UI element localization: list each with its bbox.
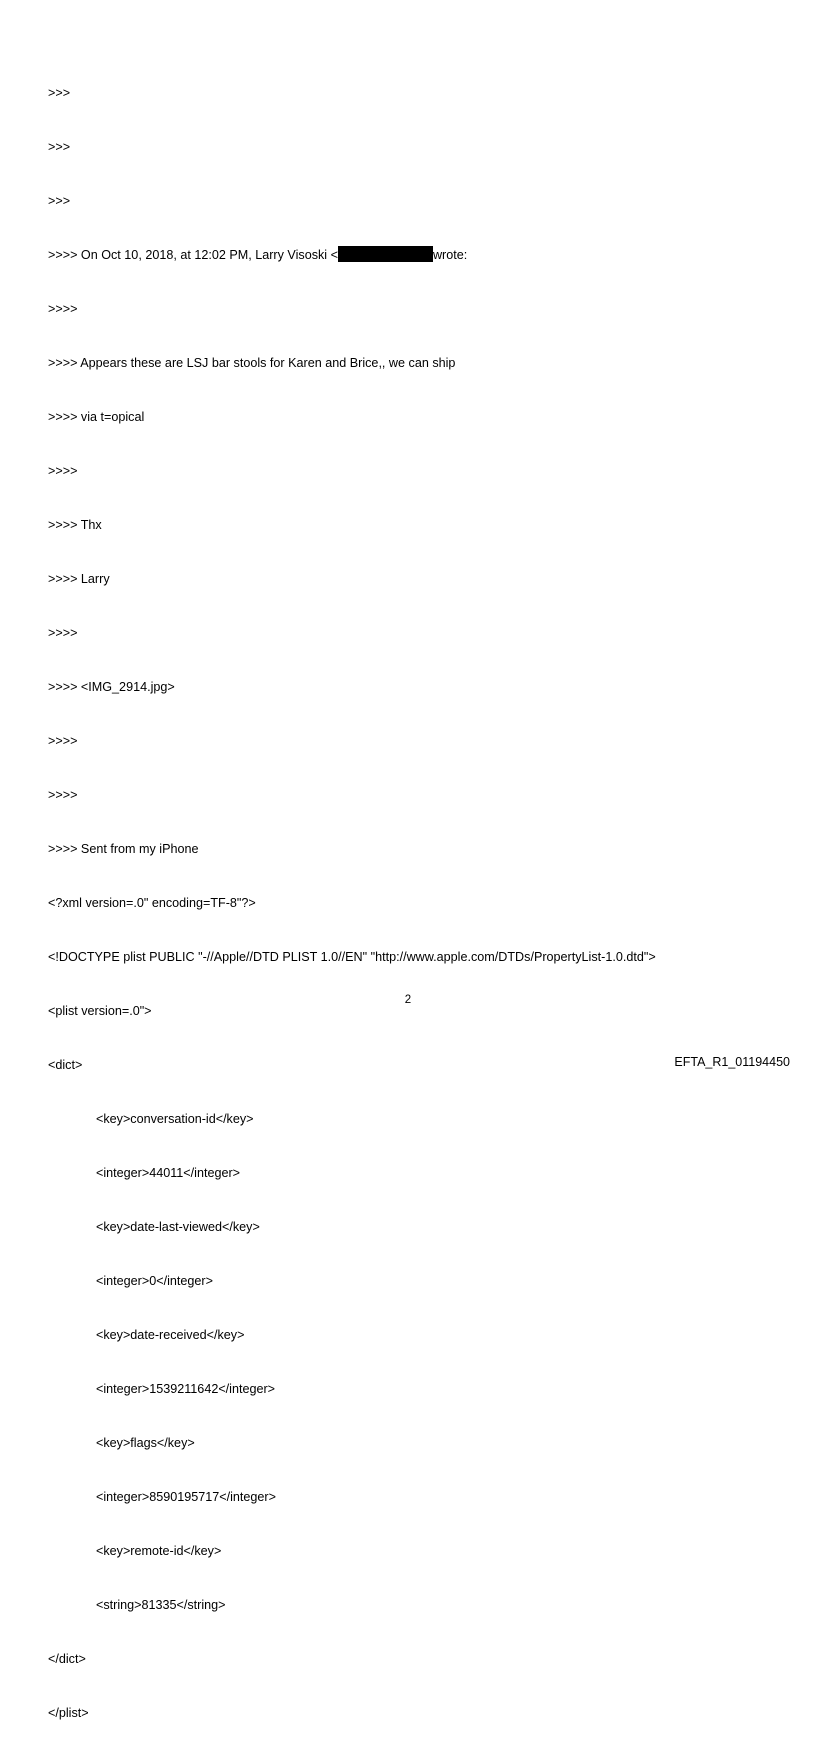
xml-declaration: <?xml version=.0" encoding=TF-8"?> bbox=[48, 896, 256, 910]
quote-line: >>>> bbox=[48, 788, 78, 802]
plist-entry: <integer>0</integer> bbox=[96, 1274, 213, 1288]
plist-entry: <key>conversation-id</key> bbox=[96, 1112, 254, 1126]
quote-line: >>>> bbox=[48, 626, 78, 640]
quote-line: >>>> Appears these are LSJ bar stools for Karen and Brice,, we can ship bbox=[48, 356, 456, 370]
plist-open: <plist version=.0"> bbox=[48, 1004, 152, 1018]
quote-header-text: >>>> On Oct 10, 2018, at 12:02 PM, Larry Visoski < bbox=[48, 248, 338, 262]
quote-header-wrote: wrote: bbox=[432, 248, 468, 262]
quote-line: >>> bbox=[48, 194, 71, 208]
quote-line: >>>> via t=opical bbox=[48, 410, 145, 424]
plist-entry: <integer>1539211642</integer> bbox=[96, 1382, 276, 1396]
plist-entry: <key>flags</key> bbox=[96, 1436, 195, 1450]
plist-entry: <integer>44011</integer> bbox=[96, 1166, 241, 1180]
doctype-line: <!DOCTYPE plist PUBLIC "-//Apple//DTD PLIST 1.0//EN" "http://www.apple.com/DTDs/PropertyList-1.0.dtd"> bbox=[48, 950, 656, 964]
quote-line: >>>> bbox=[48, 464, 78, 478]
plist-entry: <key>remote-id</key> bbox=[96, 1544, 222, 1558]
redaction-box bbox=[338, 246, 433, 262]
quote-line: >>>> Sent from my iPhone bbox=[48, 842, 199, 856]
quote-line: >>>> Larry bbox=[48, 572, 110, 586]
attachment-line: >>>> <IMG_2914.jpg> bbox=[48, 680, 175, 694]
quote-line: >>>> bbox=[48, 302, 78, 316]
dict-close: </dict> bbox=[48, 1652, 86, 1666]
quote-line: >>> bbox=[48, 140, 71, 154]
plist-entry: <key>date-received</key> bbox=[96, 1328, 245, 1342]
bates-number: EFTA_R1_01194450 bbox=[674, 1055, 790, 1069]
plist-close: </plist> bbox=[48, 1706, 89, 1720]
email-body bbox=[48, 48, 788, 1740]
quote-header-line bbox=[48, 246, 788, 264]
plist-entry: <key>date-last-viewed</key> bbox=[96, 1220, 260, 1234]
quote-line: >>>> bbox=[48, 734, 78, 748]
page-number: 2 bbox=[404, 994, 412, 1006]
quote-line: >>>> Thx bbox=[48, 518, 102, 532]
dict-open: <dict> bbox=[48, 1058, 83, 1072]
plist-entry: <integer>8590195717</integer> bbox=[96, 1490, 276, 1504]
plist-entry: <string>81335</string> bbox=[96, 1598, 226, 1612]
quote-line: >>> bbox=[48, 86, 71, 100]
